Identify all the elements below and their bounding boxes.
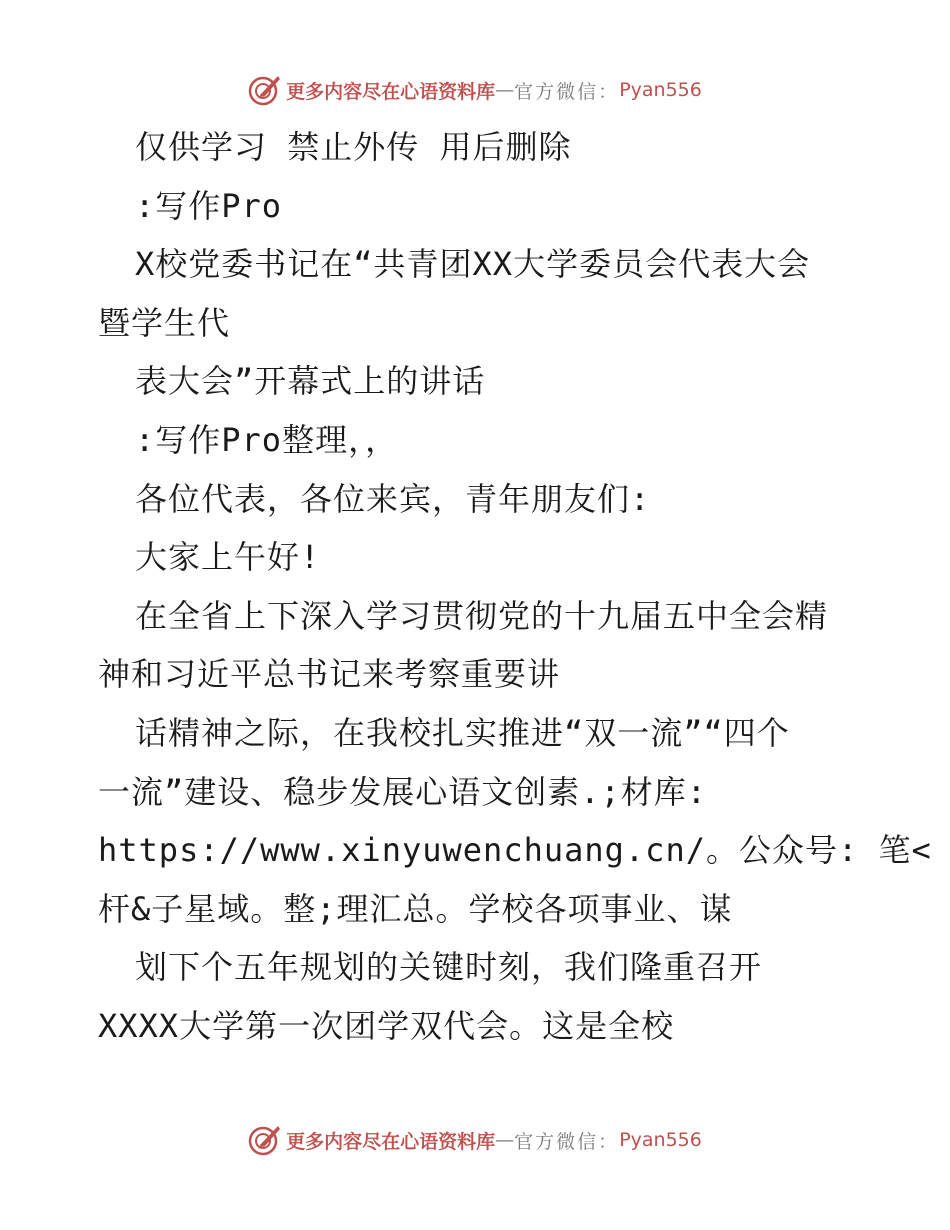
banner-wechat-id: Pyan556	[619, 79, 702, 101]
text-line: 杆&子星域。整;理汇总。学校各项事业、谋	[98, 889, 733, 928]
banner-sub-text: 官方微信：	[514, 1130, 620, 1153]
banner-main-text: 更多内容尽在心语资料库	[286, 80, 496, 103]
text-line: XXXX大学第一次团学双代会。这是全校	[98, 1006, 675, 1045]
text-line: 话精神之际，在我校扎实推进“双一流”“四个	[135, 713, 790, 752]
text-line: 各位代表，各位来宾，青年朋友们:	[135, 479, 651, 518]
header-banner	[0, 70, 950, 110]
text-line: 神和习近平总书记来考察重要讲	[98, 655, 561, 694]
quill-logo-icon	[248, 73, 282, 107]
text-line: 暨学生代	[98, 303, 231, 342]
text-line: 在全省上下深入学习贯彻党的十九届五中全会精	[135, 596, 829, 635]
text-line: https://www.xinyuwenchuang.cn/。公众号: 笔<	[98, 831, 932, 870]
text-line: :写作Pro	[135, 186, 283, 225]
text-line: 大家上午好!	[135, 538, 321, 577]
banner-sub-text: 官方微信：	[514, 80, 620, 103]
text-line: X校党委书记在“共青团XX大学委员会代表大会	[135, 245, 811, 284]
quill-logo-icon	[248, 1123, 282, 1157]
text-line: 仅供学习 禁止外传 用后删除	[135, 128, 572, 166]
banner-separator: —	[495, 1129, 515, 1151]
text-line: 一流”建设、稳步发展心语文创素.;材库:	[98, 772, 708, 811]
banner-separator: —	[495, 79, 515, 101]
banner-main-text: 更多内容尽在心语资料库	[286, 1130, 496, 1153]
banner-wechat-id: Pyan556	[619, 1129, 702, 1151]
text-line: :写作Pro整理，，	[135, 420, 399, 459]
text-line: 表大会”开幕式上的讲话	[135, 362, 486, 401]
document-body	[98, 118, 932, 1056]
text-line: 划下个五年规划的关键时刻，我们隆重召开	[135, 948, 763, 987]
footer-banner	[0, 1120, 950, 1160]
